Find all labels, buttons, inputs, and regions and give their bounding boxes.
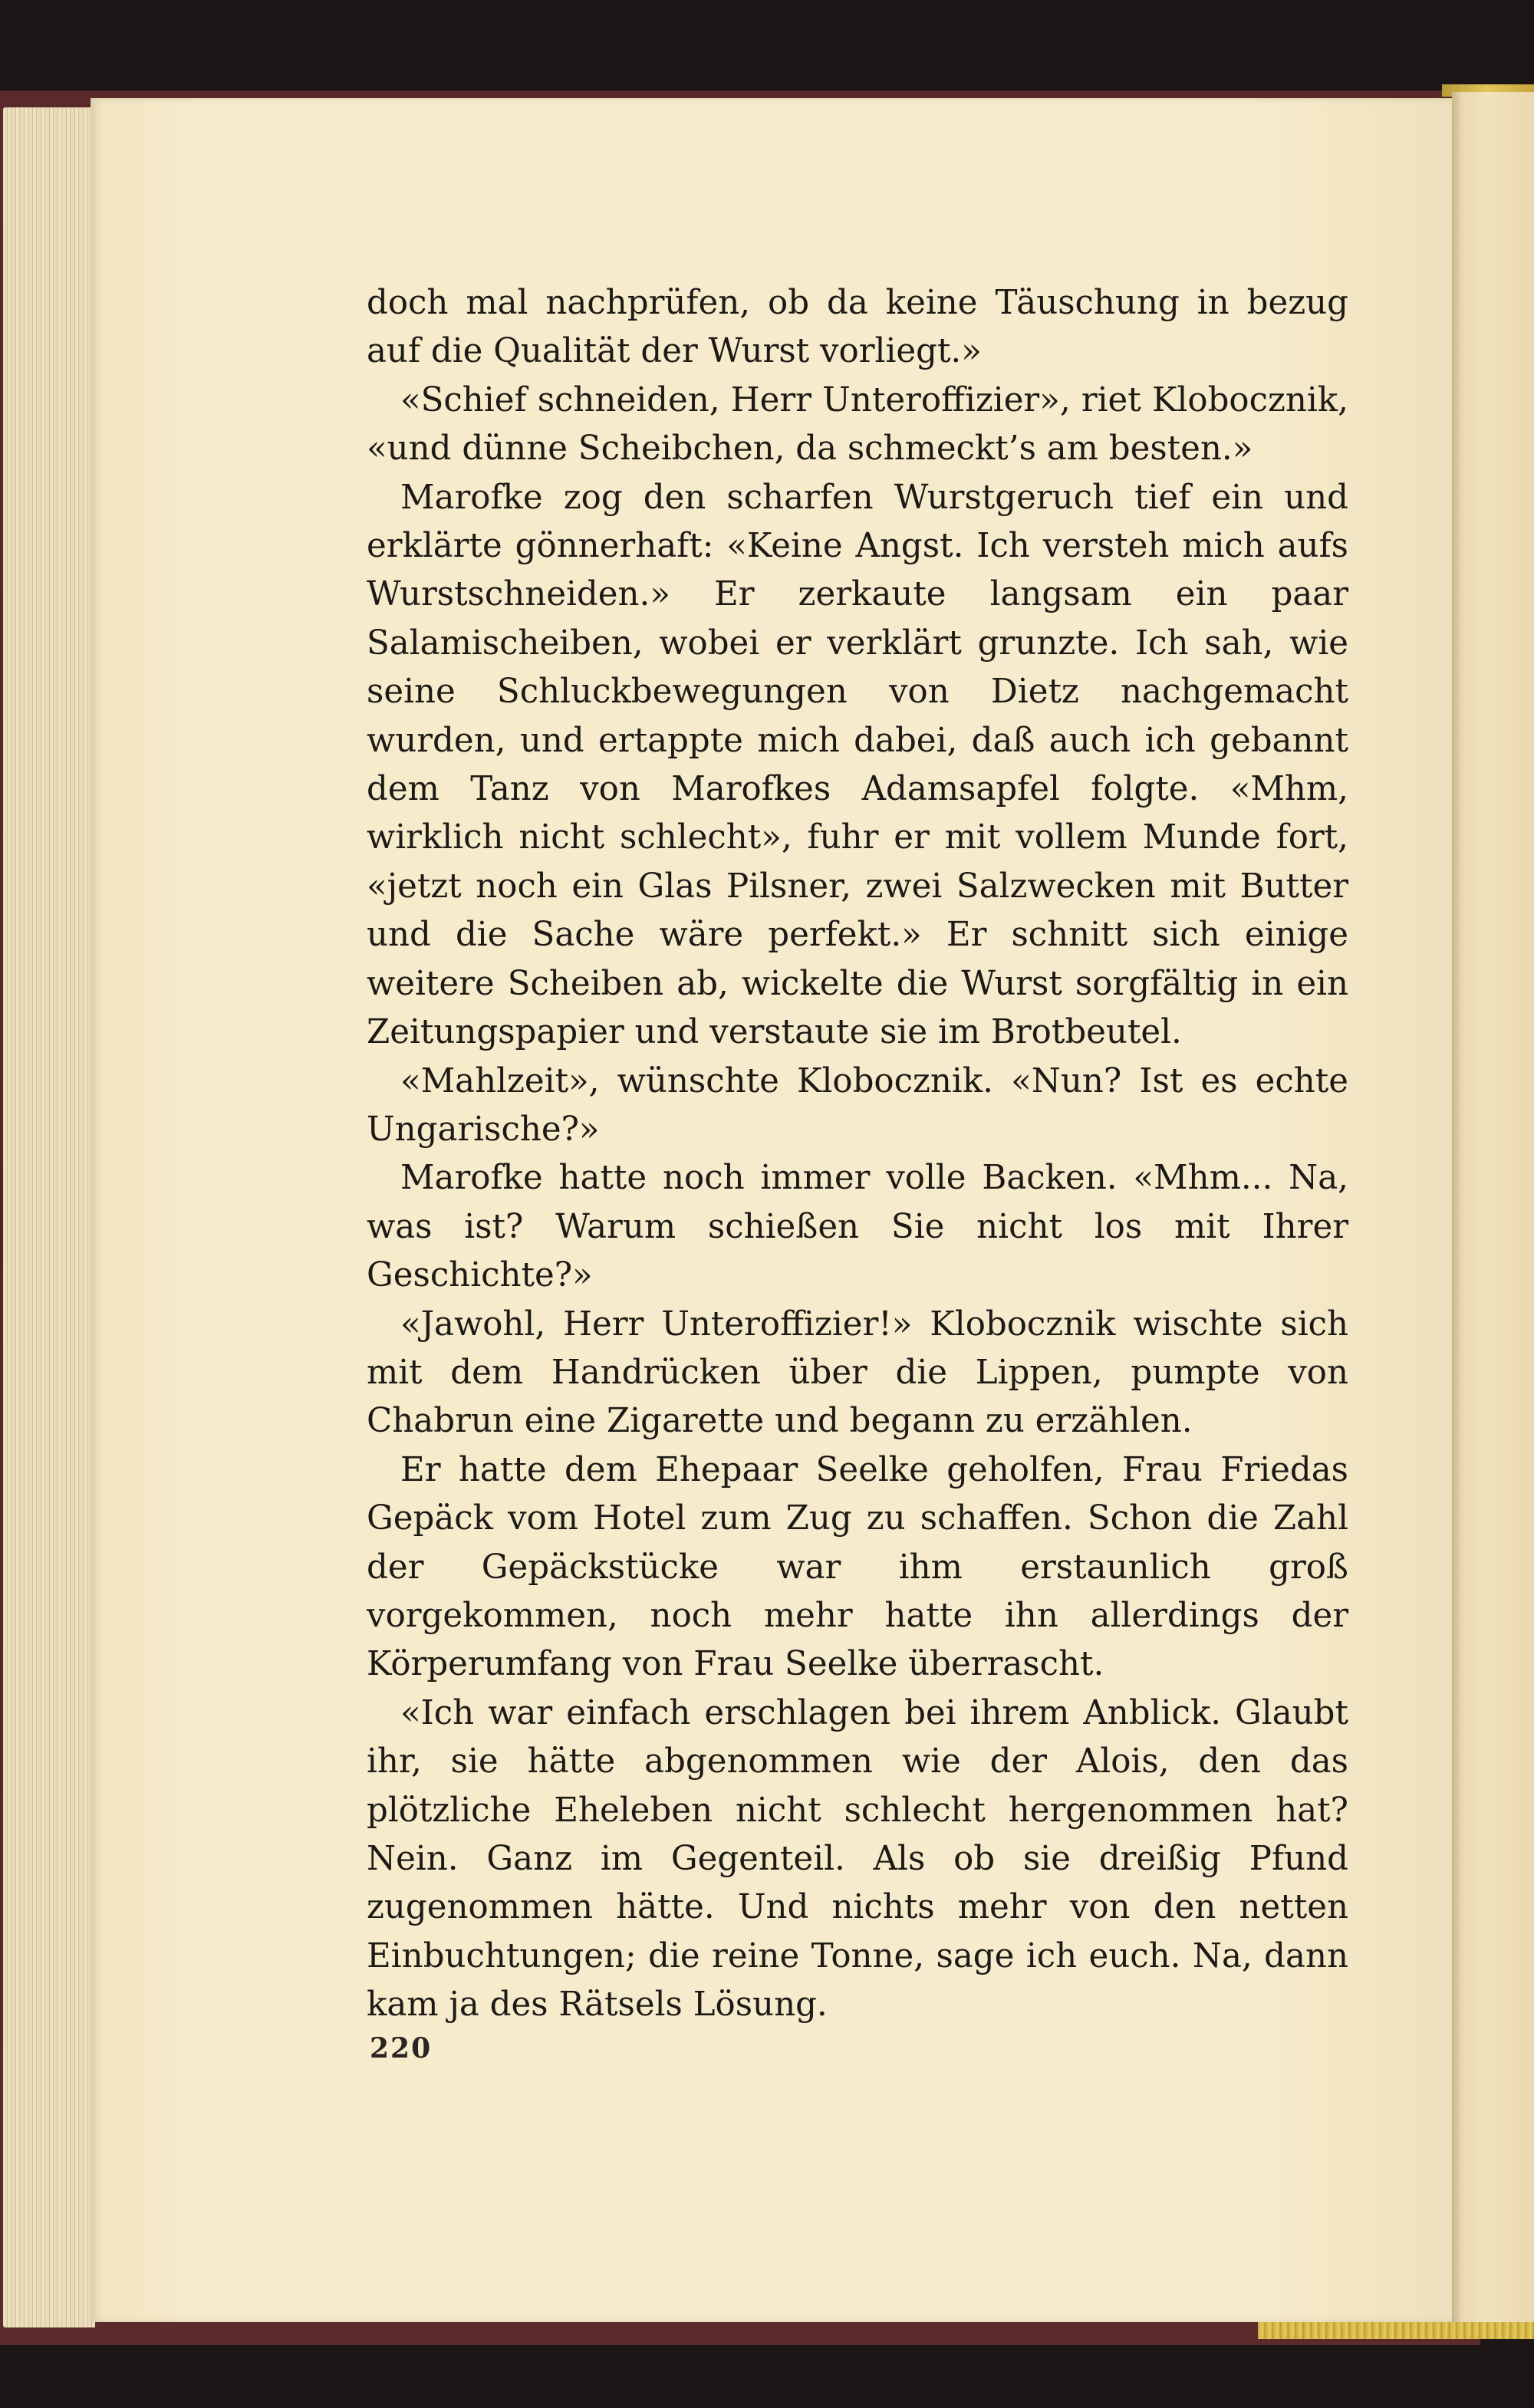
page-stack-edges — [3, 107, 95, 2327]
paragraph-6: «Jawohl, Herr Unteroffizier!» Klobocznik wischte sich mit dem Handrücken über die Lippen, pumpte von Chabrun eine Zigarette und begann zu erzählen. — [367, 1304, 1348, 1441]
paragraph-8: «Ich war einfach erschlagen bei ihrem Anblick. Glaubt ihr, sie hätte abgenommen wie der Alois, den das plötzliche Eheleben nicht schlecht hergenommen hat? Nein. Ganz im Gegenteil. Als ob sie dreißig Pfund zugenommen hätte. Und nichts mehr von den netten Einbuchtungen; die reine Tonne, sage ich euch. Na, dann kam ja des Rätsels Lösung. — [367, 1693, 1348, 2025]
paragraph-7: Er hatte dem Ehepaar Seelke geholfen, Frau Friedas Gepäck vom Hotel zum Zug zu schaffen. Schon die Zahl der Gepäckstücke war ihm erstaunlich groß vorgekommen, noch mehr hatte ihn allerdings der Körperumfang von Frau Seelke überrascht. — [367, 1450, 1348, 1684]
paragraph-1: doch mal nachprüfen, ob da keine Täuschung in bezug auf die Qualität der Wurst vorliegt.» — [367, 284, 1348, 371]
page-number: 220 — [370, 2032, 433, 2064]
paragraph-2: «Schief schneiden, Herr Unteroffizier», riet Klobocznik, «und dünne Scheibchen, da schmeckt’s am besten.» — [367, 380, 1348, 469]
paragraph-4: «Mahlzeit», wünschte Klobocznik. «Nun? Ist es echte Ungarische?» — [367, 1061, 1348, 1149]
next-page-edge — [1452, 92, 1534, 2331]
page-body-text — [367, 279, 1348, 2030]
gilded-edge-bottom — [1258, 2322, 1534, 2339]
paragraph-3: Marofke zog den scharfen Wurstgeruch tief ein und erklärte gönnerhaft: «Keine Angst. Ich versteh mich aufs Wurstschneiden.» Er zerkaute langsam ein paar Salamischeiben, wobei er verklärt grunzte. Ich sah, wie seine Schluckbewegungen von Dietz nachgemacht wurden, und ertappte mich dabei, daß auch ich gebannt dem Tanz von Marofkes Adamsapfel folgte. «Mhm, wirklich nicht schlecht», fuhr er mit vollem Munde fort, «jetzt noch ein Glas Pilsner, zwei Salzwecken mit Butter und die Sache wäre perfekt.» Er schnitt sich einige weitere Scheiben ab, wickelte die Wurst sorgfältig in ein Zeitungspapier und verstaute sie im Brotbeutel. — [367, 478, 1348, 1052]
paragraph-5: Marofke hatte noch immer volle Backen. «Mhm... Na, was ist? Warum schießen Sie nicht los mit Ihrer Geschichte?» — [367, 1159, 1348, 1295]
